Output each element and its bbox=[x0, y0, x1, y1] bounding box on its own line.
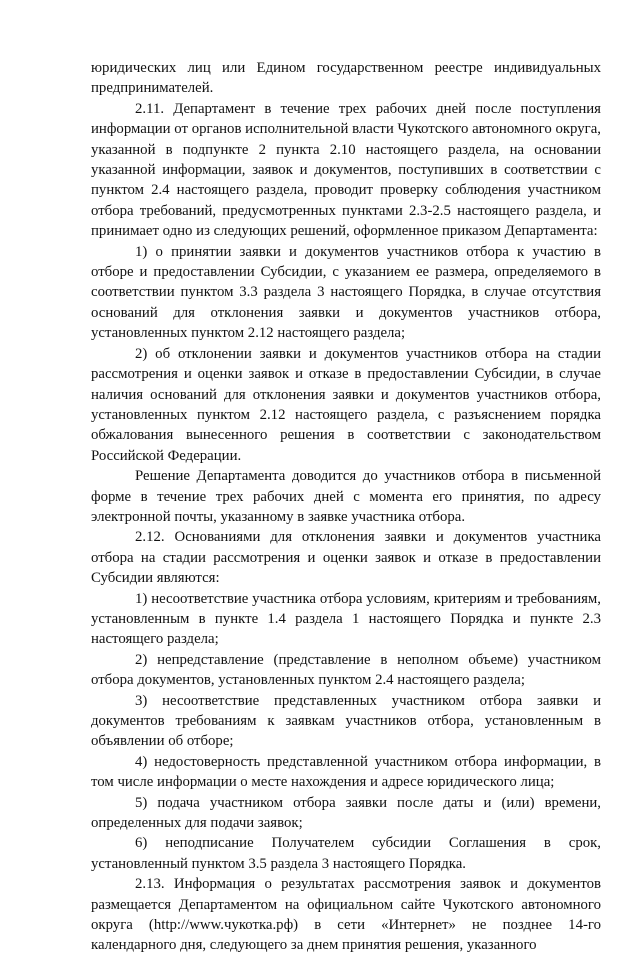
paragraph-2-12: 2.12. Основаниями для отклонения заявки и документов участника отбора на стадии рассмотрения и оценки заявок и отказе в предоставлении Субсидии являются: bbox=[91, 529, 601, 587]
paragraph-2-12-item-3: 3) несоответствие представленных участником отбора заявки и документов требованиям к заявкам участников отбора, установленным в объявлении об отборе; bbox=[91, 692, 601, 750]
paragraph-continuation: юридических лиц или Едином государственном реестре индивидуальных предпринимателей. bbox=[91, 60, 601, 97]
paragraph-2-12-item-6: 6) неподписание Получателем субсидии Соглашения в срок, установленный пунктом 3.5 раздела 3 настоящего Порядка. bbox=[91, 835, 601, 872]
paragraph-2-12-item-5: 5) подача участником отбора заявки после даты и (или) времени, определенных для подачи заявок; bbox=[91, 794, 601, 832]
paragraph-2-12-item-2: 2) непредставление (представление в неполном объеме) участником отбора документов, установленных пунктом 2.4 настоящего раздела; bbox=[91, 651, 601, 689]
paragraph-2-12-item-1: 1) несоответствие участника отбора условиям, критериям и требованиям, установленным в пункте 1.4 раздела 1 настоящего Порядка и пункте 2.3 настоящего раздела; bbox=[91, 590, 601, 648]
paragraph-2-13: 2.13. Информация о результатах рассмотрения заявок и документов размещается Департаментом на официальном сайте Чукотского автономного округа (http://www.чукотка.рф) в сети «Интернет» не позднее 14-го календарного дня, следующего за днем принятия решения, указанного bbox=[91, 876, 601, 954]
paragraph-2-12-item-4: 4) недостоверность представленной участником отбора информации, в том числе информации о месте нахождения и адресе юридического лица; bbox=[91, 753, 601, 791]
document-body bbox=[91, 58, 601, 956]
paragraph-decision-notice: Решение Департамента доводится до участников отбора в письменной форме в течение трех рабочих дней с момента его принятия, по адресу электронной почты, указанному в заявке участника отбора. bbox=[91, 468, 601, 525]
paragraph-2-11-item-2: 2) об отклонении заявки и документов участников отбора на стадии рассмотрения и оценки заявок и отказе в предоставлении Субсидии, в случае наличия оснований для отклонения заявки и документов участников отбора, установленных пунктом 2.12 настоящего раздела, с разъяснением порядка обжалования вынесенного решения в соответствии с законодательством Российской Федерации. bbox=[91, 345, 601, 464]
paragraph-2-11: 2.11. Департамент в течение трех рабочих дней после поступления информации от органов исполнительной власти Чукотского автономного округа, указанной в подпункте 2 пункта 2.10 настоящего раздела, на основании указанной информации, заявок и документов, поступивших в соответствии с пунктом 2.4 настоящего раздела, проводит проверку соблюдения участником отбора требований, предусмотренных пунктами 2.3-2.5 настоящего раздела, и принимает одно из следующих решений, оформленное приказом Департамента: bbox=[91, 100, 601, 240]
paragraph-2-11-item-1: 1) о принятии заявки и документов участников отбора к участию в отборе и предоставлении Субсидии, с указанием ее размера, определяемого в соответствии пунктом 3.3 раздела 3 настоящего Порядка, в случае отсутствия оснований для отклонения заявки и документов участников отбора, установленных пунктом 2.12 настоящего раздела; bbox=[91, 243, 601, 342]
